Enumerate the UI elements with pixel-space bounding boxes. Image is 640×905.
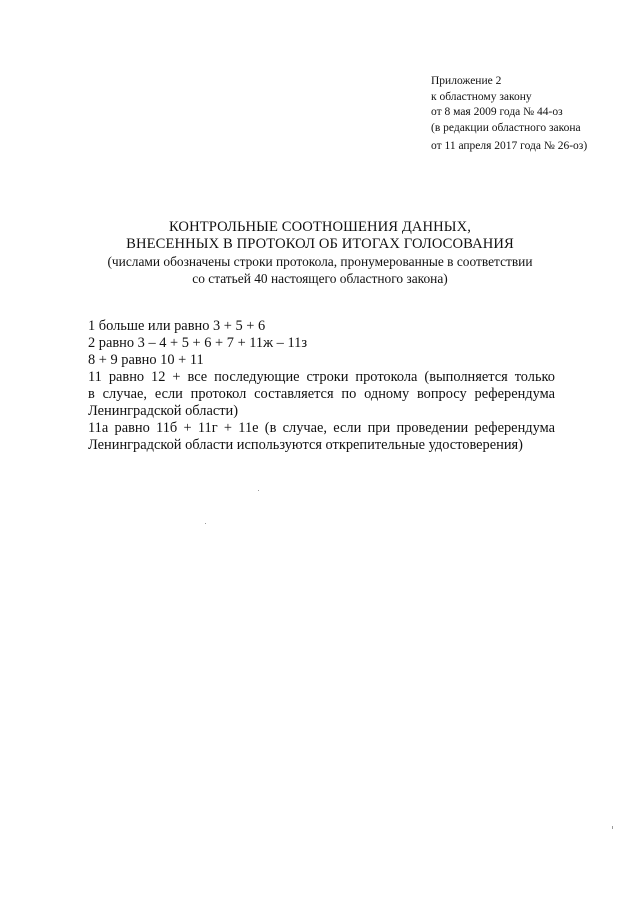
relation-4 [88, 369, 555, 420]
relation-4-line-3: Ленинградской области) [88, 403, 238, 419]
title-line-1: КОНТРОЛЬНЫЕ СООТНОШЕНИЯ ДАННЫХ, [168, 219, 472, 235]
annex-header [431, 74, 587, 155]
relation-4-line-2: в случае, если протокол составляется по одному вопросу референдума [88, 386, 555, 402]
title-line-2: ВНЕСЕННЫХ В ПРОТОКОЛ ОБ ИТОГАХ ГОЛОСОВАНИЯ [126, 236, 514, 252]
relation-5-line-1: 11а равно 11б + 11г + 11е (в случае, если при проведении референдума [88, 420, 555, 436]
scan-speck [205, 523, 206, 524]
annex-line-5: от 11 апреля 2017 года № 26-оз) [431, 140, 588, 152]
annex-line-1: Приложение 2 [431, 75, 502, 87]
annex-line-2: к областному закону [431, 90, 532, 103]
scan-speck [612, 826, 613, 829]
relation-2: 2 равно 3 – 4 + 5 + 6 + 7 + 11ж – 11з [88, 335, 308, 351]
subtitle-line-2: со статьей 40 настоящего областного закона) [192, 271, 448, 286]
relation-5-line-2: Ленинградской области используются открепительные удостоверения) [88, 437, 523, 453]
relations-list [88, 318, 555, 454]
relation-4-line-1: 11 равно 12 + все последующие строки протокола (выполняется только [88, 369, 555, 385]
scan-speck [258, 490, 259, 491]
relation-1: 1 больше или равно 3 + 5 + 6 [88, 318, 266, 334]
document-title [0, 219, 640, 287]
annex-line-3: от 8 мая 2009 года № 44-оз [431, 106, 563, 118]
relation-5 [88, 420, 555, 454]
relation-3: 8 + 9 равно 10 + 11 [88, 352, 204, 368]
subtitle-line-1: (числами обозначены строки протокола, пронумерованные в соответствии [107, 254, 533, 269]
annex-line-4: (в редакции областного закона [431, 121, 581, 134]
